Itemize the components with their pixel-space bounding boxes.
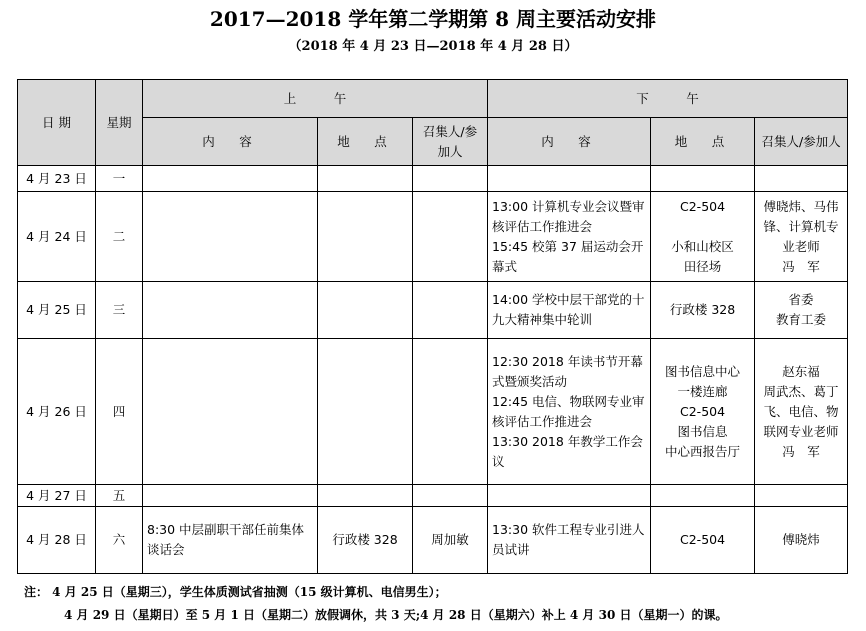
am-convener-cell	[413, 282, 488, 339]
notes	[24, 581, 854, 627]
header-am-location: 地 点	[318, 118, 413, 166]
date-cell: 4 月 23 日	[18, 166, 96, 192]
pm-content-cell: 14:00 学校中层干部党的十九大精神集中轮训	[488, 282, 651, 339]
pm-content-cell	[488, 166, 651, 192]
header-pm-content: 内 容	[488, 118, 651, 166]
pm-location-cell: 行政楼 328	[651, 282, 755, 339]
weekday-cell: 一	[96, 166, 143, 192]
header-pm-convener: 召集人/参加人	[755, 118, 848, 166]
am-location-cell	[318, 166, 413, 192]
am-convener-cell: 周加敏	[413, 507, 488, 574]
header-pm-location: 地 点	[651, 118, 755, 166]
am-location-cell	[318, 282, 413, 339]
pm-convener-cell: 傅晓炜、马伟锋、计算机专业老师 冯 军	[755, 192, 848, 282]
pm-location-cell: C2-504 小和山校区 田径场	[651, 192, 755, 282]
header-morning: 上 午	[143, 80, 488, 118]
date-range-subtitle: （2018 年 4 月 23 日—2018 年 4 月 28 日）	[288, 39, 578, 54]
pm-location-cell	[651, 166, 755, 192]
header-date: 日 期	[18, 80, 96, 166]
date-cell: 4 月 24 日	[18, 192, 96, 282]
date-cell: 4 月 28 日	[18, 507, 96, 574]
weekday-cell: 二	[96, 192, 143, 282]
table-row	[18, 485, 848, 507]
pm-location-cell: 图书信息中心 一楼连廊 C2-504 图书信息 中心西报告厅	[651, 339, 755, 485]
am-content-cell	[143, 166, 318, 192]
pm-convener-cell: 傅晓炜	[755, 507, 848, 574]
am-content-cell	[143, 282, 318, 339]
date-cell: 4 月 27 日	[18, 485, 96, 507]
am-location-cell: 行政楼 328	[318, 507, 413, 574]
pm-content-cell: 13:00 计算机专业会议暨审核评估工作推进会 15:45 校第 37 届运动会开幕式	[488, 192, 651, 282]
am-location-cell	[318, 339, 413, 485]
weekday-cell: 五	[96, 485, 143, 507]
pm-content-cell: 13:30 软件工程专业引进人员试讲	[488, 507, 651, 574]
am-location-cell	[318, 192, 413, 282]
pm-convener-cell: 赵东福 周武杰、葛丁飞、电信、物联网专业老师 冯 军	[755, 339, 848, 485]
pm-location-cell	[651, 485, 755, 507]
pm-location-cell: C2-504	[651, 507, 755, 574]
am-convener-cell	[413, 166, 488, 192]
am-content-cell	[143, 339, 318, 485]
table-row	[18, 507, 848, 574]
am-content-cell	[143, 485, 318, 507]
pm-convener-cell	[755, 166, 848, 192]
am-content-cell	[143, 192, 318, 282]
table-row	[18, 282, 848, 339]
weekday-cell: 三	[96, 282, 143, 339]
date-cell: 4 月 26 日	[18, 339, 96, 485]
am-convener-cell	[413, 192, 488, 282]
note-line-1: 注： 4 月 25 日（星期三），学生体质测试省抽测（15 级计算机、电信男生）；	[24, 585, 447, 599]
date-cell: 4 月 25 日	[18, 282, 96, 339]
am-convener-cell	[413, 339, 488, 485]
header-am-content: 内 容	[143, 118, 318, 166]
header-afternoon: 下 午	[488, 80, 848, 118]
schedule-table	[17, 79, 848, 574]
pm-convener-cell	[755, 485, 848, 507]
am-content-cell: 8:30 中层副职干部任前集体谈话会	[143, 507, 318, 574]
pm-content-cell: 12:30 2018 年读书节开幕式暨颁奖活动 12:45 电信、物联网专业审核评估工作推进会 13:30 2018 年教学工作会议	[488, 339, 651, 485]
weekday-cell: 六	[96, 507, 143, 574]
pm-content-cell	[488, 485, 651, 507]
am-convener-cell	[413, 485, 488, 507]
pm-convener-cell: 省委 教育工委	[755, 282, 848, 339]
table-row	[18, 339, 848, 485]
weekday-cell: 四	[96, 339, 143, 485]
page-title: 2017—2018 学年第二学期第 8 周主要活动安排	[209, 7, 657, 31]
table-row	[18, 192, 848, 282]
header-am-convener: 召集人/参加人	[413, 118, 488, 166]
header-weekday: 星期	[96, 80, 143, 166]
note-line-2: 4 月 29 日（星期日）至 5 月 1 日（星期二）放假调休，共 3 天;4 月 28 日（星期六）补上 4 月 30 日（星期一）的课。	[64, 608, 728, 622]
table-row	[18, 166, 848, 192]
am-location-cell	[318, 485, 413, 507]
